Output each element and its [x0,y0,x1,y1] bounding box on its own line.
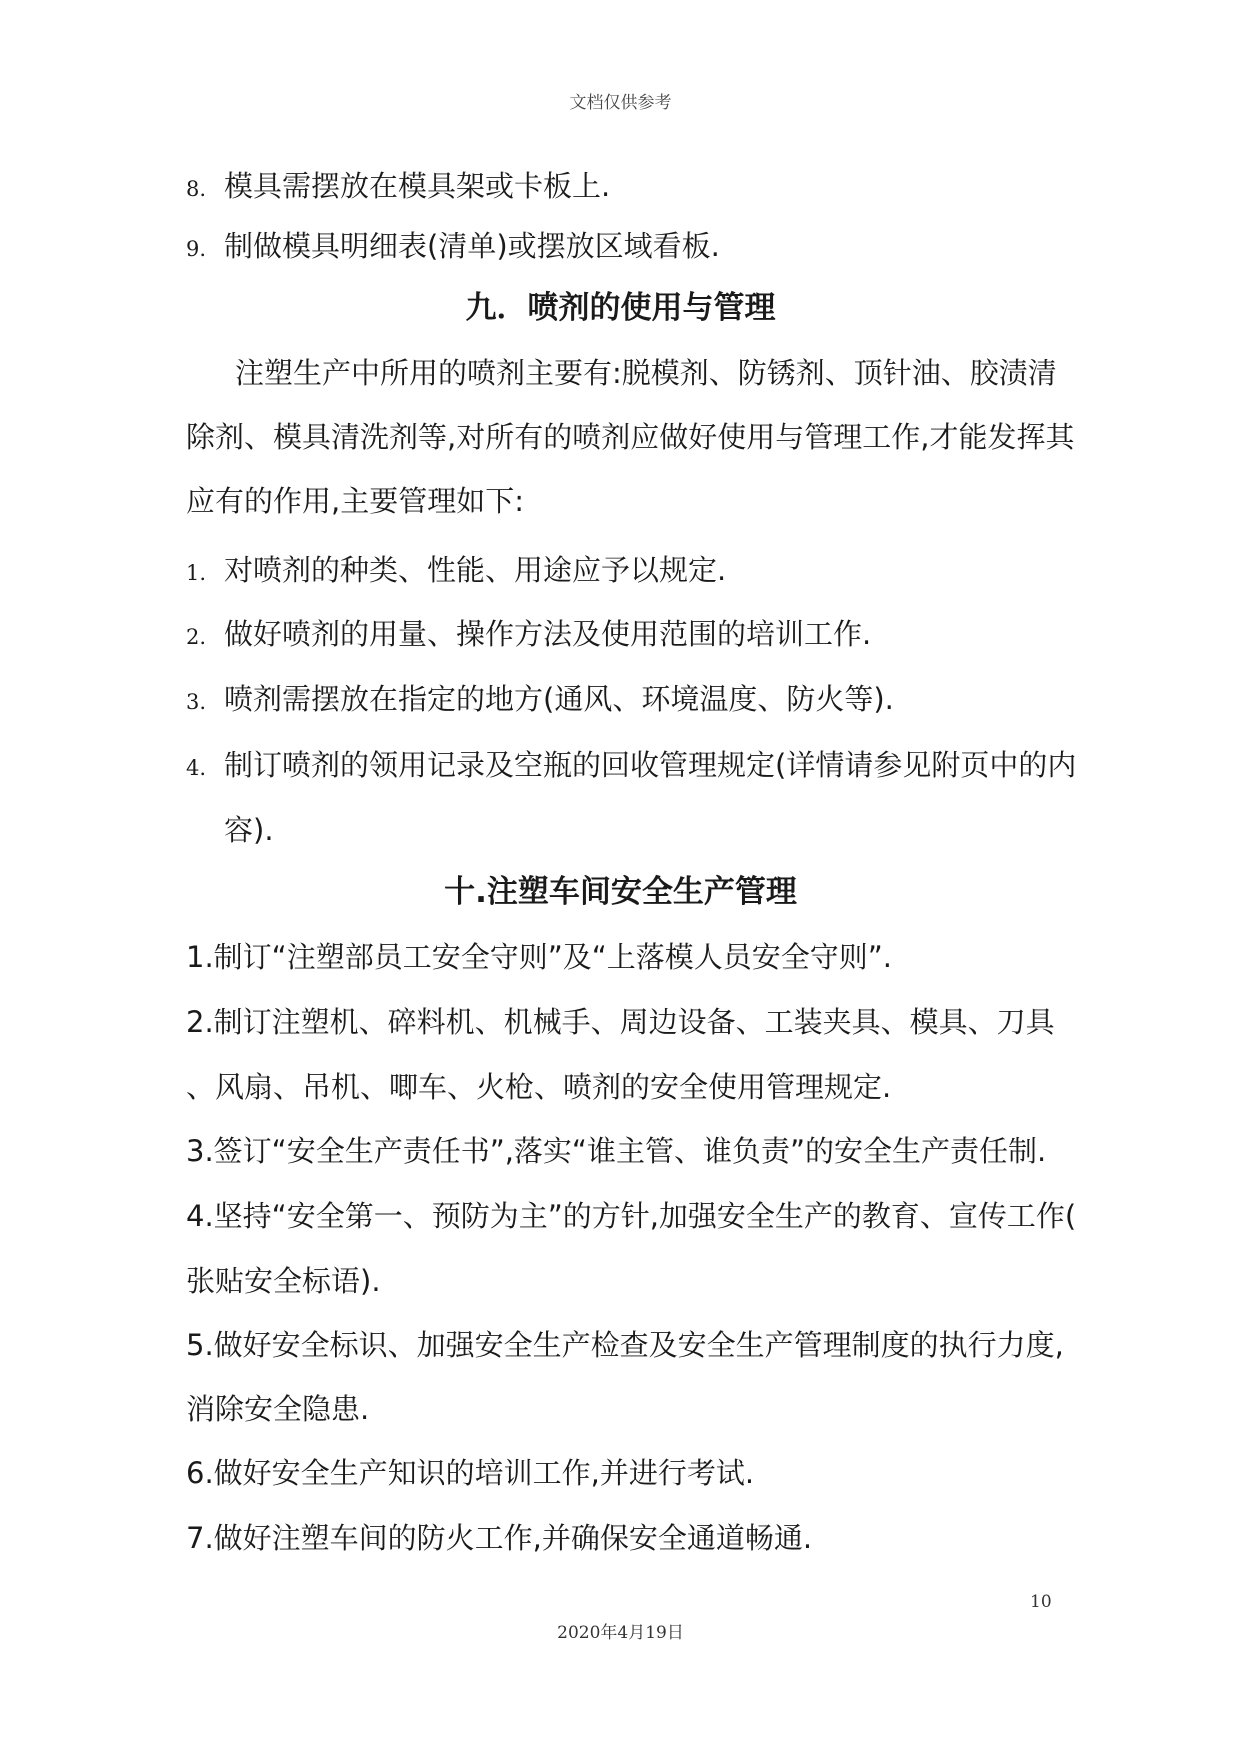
section-title: 十.注塑车间安全生产管理 [444,874,797,910]
paragraph-line: 7.做好注塑车间的防火工作,并确保安全通道畅通. [186,1521,813,1555]
list-number: 8. [186,177,207,201]
list-number: 1. [186,561,207,585]
list-number: 9. [186,237,207,261]
list-item [186,550,726,593]
list-item [186,679,894,722]
list-number: 3. [186,690,207,714]
paragraph-line: 6.做好安全生产知识的培训工作,并进行考试. [186,1456,755,1490]
list-item [186,614,871,657]
paragraph-line: 张贴安全标语). [186,1264,381,1298]
paragraph-line: 注塑生产中所用的喷剂主要有:脱模剂、防锈剂、顶针油、胶渍清 [235,356,1057,390]
paragraph-line: 5.做好安全标识、加强安全生产检查及安全生产管理制度的执行力度, [186,1328,1064,1362]
page-header: 文档仅供参考 [569,93,672,113]
list-item-continuation: 容). [224,813,274,847]
list-item [186,745,1076,788]
list-text: 做好喷剂的用量、操作方法及使用范围的培训工作. [224,617,872,651]
paragraph-line: 4.坚持“安全第一、预防为主”的方针,加强安全生产的教育、宣传工作( [186,1199,1077,1233]
list-number: 2. [186,625,207,649]
footer-date: 2020年4月19日 [557,1623,684,1643]
page-number: 10 [1030,1592,1052,1612]
paragraph-line: 除剂、模具清洗剂等,对所有的喷剂应做好使用与管理工作,才能发挥其 [186,420,1075,454]
paragraph-line: 2.制订注塑机、碎料机、机械手、周边设备、工装夹具、模具、刀具 [186,1005,1055,1039]
paragraph-line: 1.制订“注塑部员工安全守则”及“上落模人员安全守则”. [186,940,892,974]
paragraph-line: 应有的作用,主要管理如下: [186,484,524,518]
list-item [186,166,610,209]
list-text: 制做模具明细表(清单)或摆放区域看板. [224,229,720,263]
list-text: 对喷剂的种类、性能、用途应予以规定. [224,553,727,587]
list-text: 喷剂需摆放在指定的地方(通风、环境温度、防火等). [224,682,894,716]
list-text: 制订喷剂的领用记录及空瓶的回收管理规定(详情请参见附页中的内 [224,748,1077,782]
section-title: 九．喷剂的使用与管理 [465,290,776,326]
list-item [186,226,720,269]
list-number: 4. [186,756,207,780]
list-text: 模具需摆放在模具架或卡板上. [224,169,611,203]
paragraph-line: 消除安全隐患. [186,1392,370,1426]
paragraph-line: 3.签订“安全生产责任书”,落实“谁主管、谁负责”的安全生产责任制. [186,1134,1047,1168]
paragraph-line: 、风扇、吊机、唧车、火枪、喷剂的安全使用管理规定. [186,1070,892,1104]
